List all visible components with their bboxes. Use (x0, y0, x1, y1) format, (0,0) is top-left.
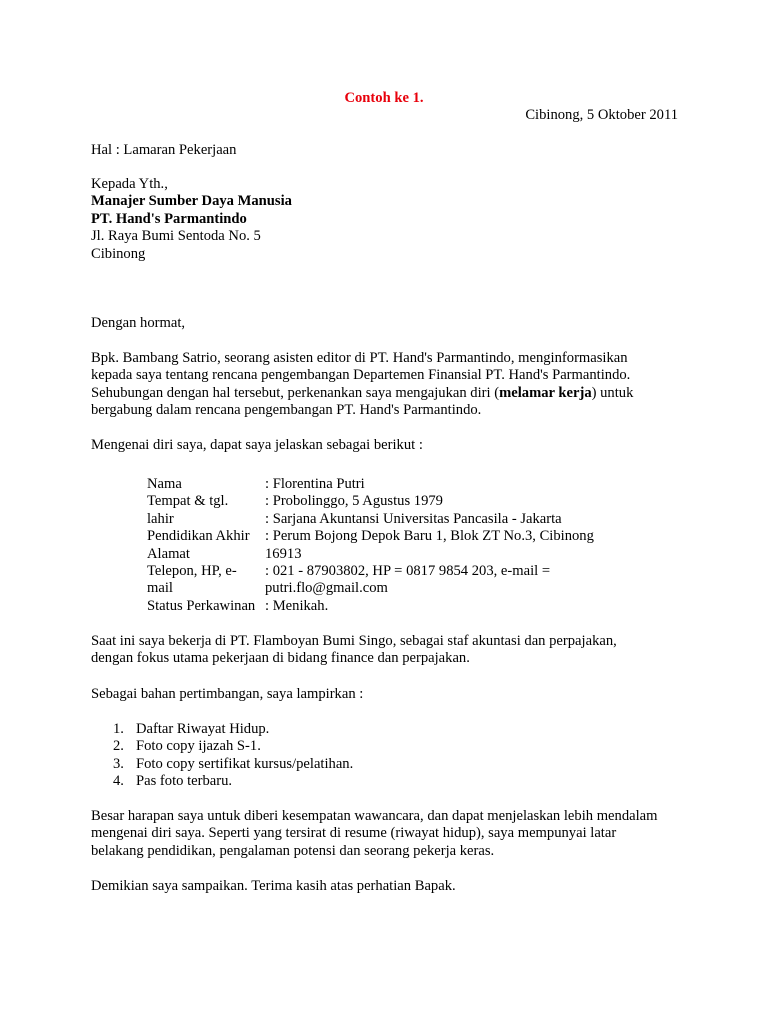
recipient-city: Cibinong (91, 245, 146, 262)
telepon-value-2: putri.flo@gmail.com (265, 580, 388, 597)
list-item-number: 1. (113, 721, 124, 737)
closing-text: Demikian saya sampaikan. Terima kasih atas perhatian Bapak. (91, 878, 456, 894)
recipient-greeting: Kepada Yth., (91, 176, 168, 192)
ttl-label-1: Tempat & tgl. (147, 493, 229, 510)
hope-line-3: belakang pendidikan, pengalaman potensi dan seorang pekerja keras. (91, 842, 495, 859)
work-line-1: Saat ini saya bekerja di PT. Flamboyan Bumi Singo, sebagai staf akuntasi dan perpajakan, (91, 633, 617, 649)
intro-line-3-bold: melamar kerja (499, 384, 592, 401)
salutation-text: Dengan hormat, (91, 315, 186, 331)
recipient-company: PT. Hand's Parmantindo (91, 210, 247, 227)
subject-line (91, 142, 236, 159)
status-label: Status Perkawinan (147, 597, 256, 614)
hope-line-1: Besar harapan saya untuk diberi kesempatan wawancara, dan dapat menjelaskan lebih mendalam (91, 808, 658, 824)
nama-label: Nama (147, 476, 182, 492)
recipient-position: Manajer Sumber Daya Manusia (91, 193, 292, 210)
alamat-value-1: : Perum Bojong Depok Baru 1, Blok ZT No.3, Cibinong (265, 528, 594, 545)
example-title: Contoh ke 1. (344, 90, 424, 106)
list-item-number: 3. (113, 755, 124, 772)
ttl-value: : Probolinggo, 5 Agustus 1979 (265, 493, 443, 510)
pendidikan-label: Pendidikan Akhir (147, 528, 250, 545)
list-item-text: Daftar Riwayat Hidup. (136, 721, 270, 737)
telepon-label-1: Telepon, HP, e- (147, 562, 237, 579)
telepon-label-2: mail (147, 580, 173, 597)
intro-line-1: Bpk. Bambang Satrio, seorang asisten editor di PT. Hand's Parmantindo, menginformasikan (91, 350, 628, 366)
hope-line-2: mengenai diri saya. Seperti yang tersirat di resume (riwayat hidup), saya mempunyai latar (91, 825, 617, 842)
recipient-block (91, 176, 292, 263)
nama-value: : Florentina Putri (265, 476, 365, 492)
alamat-value-2: 16913 (265, 545, 302, 562)
list-item-number: 4. (113, 773, 124, 790)
list-item-text: Foto copy sertifikat kursus/pelatihan. (136, 755, 354, 772)
work-paragraph (91, 633, 617, 668)
subject-text: Hal : Lamaran Pekerjaan (91, 142, 237, 158)
list-item-text: Pas foto terbaru. (136, 773, 233, 790)
attachments-intro-text: Sebagai bahan pertimbangan, saya lampirkan : (91, 686, 364, 702)
intro-line-3-post: ) untuk (591, 384, 634, 401)
letter-date: Cibinong, 5 Oktober 2011 (525, 107, 678, 123)
intro-paragraph (91, 350, 633, 420)
pendidikan-value: : Sarjana Akuntansi Universitas Pancasila - Jakarta (265, 510, 562, 527)
intro-line-2: kepada saya tentang rencana pengembangan Departemen Finansial PT. Hand's Parmantindo. (91, 367, 631, 384)
self-intro (91, 437, 423, 454)
attachments-intro (91, 686, 363, 703)
intro-line-4: bergabung dalam rencana pengembangan PT. Hand's Parmantindo. (91, 402, 482, 419)
ttl-label-2: lahir (147, 510, 174, 527)
status-value: : Menikah. (265, 597, 329, 614)
list-item-text: Foto copy ijazah S-1. (136, 738, 261, 755)
closing-paragraph (91, 878, 456, 895)
self-intro-text: Mengenai diri saya, dapat saya jelaskan sebagai berikut : (91, 437, 423, 453)
alamat-label: Alamat (147, 545, 190, 562)
recipient-street: Jl. Raya Bumi Sentoda No. 5 (91, 228, 261, 245)
hope-paragraph (91, 808, 658, 860)
intro-line-3 (91, 385, 633, 402)
intro-line-3-pre: Sehubungan dengan hal tersebut, perkenankan saya mengajukan diri ( (91, 384, 500, 401)
work-line-2: dengan fokus utama pekerjaan di bidang finance dan perpajakan. (91, 650, 470, 667)
salutation (91, 315, 185, 332)
list-item-number: 2. (113, 738, 124, 755)
telepon-value-1: : 021 - 87903802, HP = 0817 9854 203, e-mail = (265, 562, 551, 579)
